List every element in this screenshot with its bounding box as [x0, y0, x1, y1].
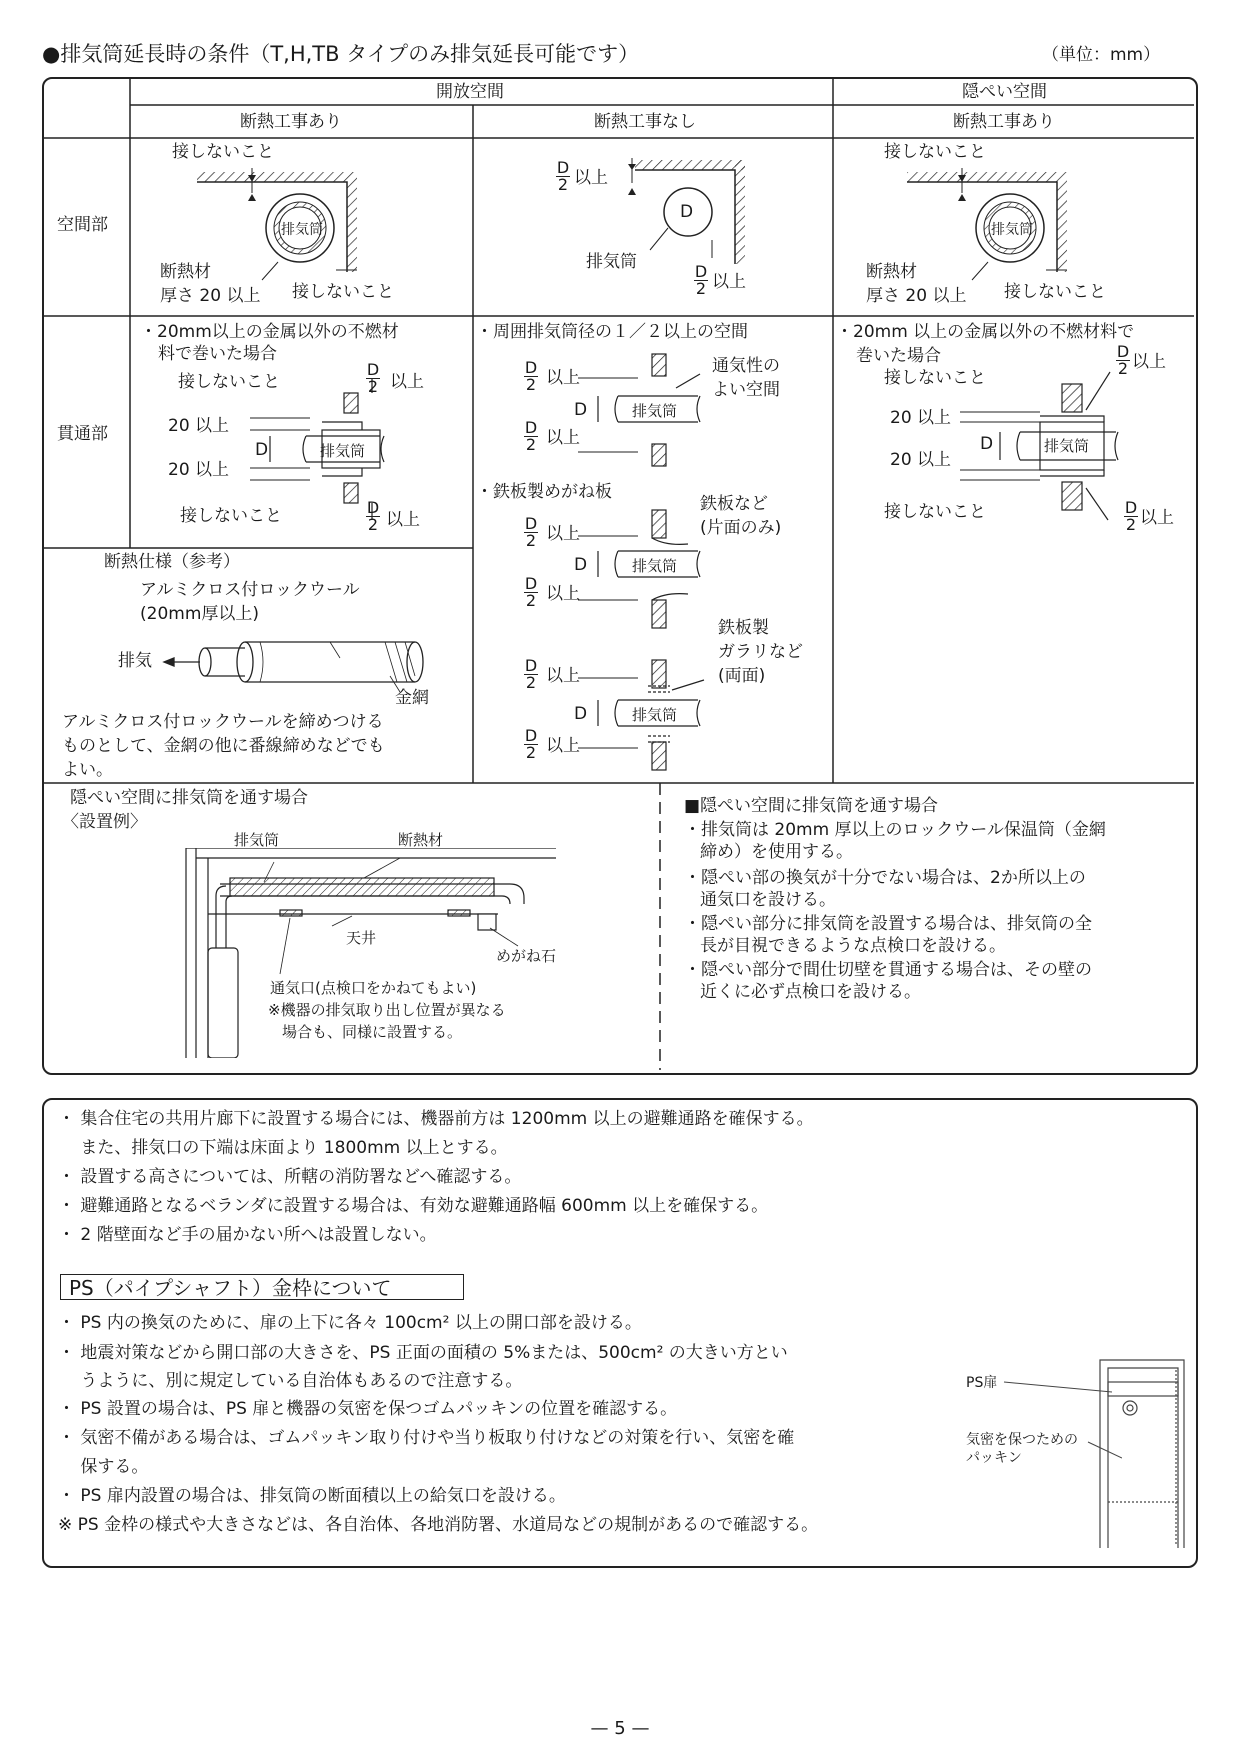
through-col2b-frac-bottom: $\frac{D}{2}$	[524, 574, 538, 610]
through-col2a-frac-top: $\frac{D}{2}$	[524, 358, 538, 394]
through-col2-note: ・周囲排気筒径の１／２以上の空間	[476, 322, 748, 342]
space-col3-insul-label: 断熱材	[866, 262, 917, 282]
through-col1-no-contact-top: 接しないこと	[178, 372, 280, 392]
insul-spec-exhaust: 排気	[118, 651, 152, 671]
through-col1-over-bottom: 以上	[386, 510, 420, 530]
space-col2-frac-bottom: $\frac{D}{2}$	[694, 262, 708, 298]
through-col1-no-contact-bottom: 接しないこと	[180, 506, 282, 526]
ps-line-8: ※ PS 金枠の様式や大きさなどは、各自治体、各地消防署、水道局などの規制があるので確認する。	[58, 1515, 819, 1535]
through-col2a-vent2: よい空間	[712, 380, 780, 400]
space-col2-d-label: D	[680, 202, 694, 222]
hidden-notes-1a: ・排気筒は 20mm 厚以上のロックウール保温筒（金網	[684, 820, 1106, 840]
through-col2c-grill2: ガラリなど	[718, 642, 803, 662]
general-note-2: ・ 設置する高さについては、所轄の消防署などへ確認する。	[58, 1167, 522, 1187]
ps-line-4: ・ PS 設置の場合は、PS 扉と機器の気密を保つゴムパッキンの位置を確認する。	[58, 1399, 678, 1419]
insul-spec-desc1: アルミクロス付ロックウールを締めつける	[62, 712, 384, 732]
hidden-example-vent3: 場合も、同様に設置する。	[282, 1023, 463, 1041]
space-col2-frac-top: $\frac{D}{2}$	[556, 158, 570, 194]
insul-spec-label2: (20mm厚以上)	[140, 604, 260, 624]
space-col1-no-contact-top: 接しないこと	[172, 142, 274, 162]
hidden-example-megane: めがね石	[496, 947, 557, 965]
through-col3-frac-bottom: $\frac{D}{2}$	[1124, 498, 1138, 534]
space-col2-pipe-label: 排気筒	[586, 252, 637, 272]
through-col2c-over-bottom: 以上	[546, 736, 580, 756]
hidden-notes-3a: ・隠ぺい部分に排気筒を設置する場合は、排気筒の全	[684, 914, 1092, 934]
hidden-notes-2b: 通気口を設ける。	[700, 890, 836, 910]
space-col1-insul-label: 断熱材	[160, 262, 211, 282]
space-col3-thickness: 厚さ 20 以上	[866, 286, 967, 306]
through-col2a-pipe: 排気筒	[632, 402, 678, 420]
hidden-example-vent2: ※機器の排気取り出し位置が異なる	[268, 1001, 506, 1019]
through-col1-note2: 料で巻いた場合	[158, 344, 277, 364]
insul-spec-label1: アルミクロス付ロックウール	[140, 580, 360, 600]
insul-spec-wire: 金網	[395, 688, 429, 708]
insul-spec-desc3: よい。	[62, 760, 113, 780]
ps-door-label: PS扉	[966, 1375, 998, 1391]
through-col3-note2: 巻いた場合	[856, 346, 941, 366]
through-col2b-plate1: 鉄板など	[700, 494, 768, 514]
subheader-insul-yes: 断熱工事あり	[240, 112, 342, 132]
header-open-space: 開放空間	[436, 82, 504, 102]
through-col2a-over-top: 以上	[546, 368, 580, 388]
hidden-notes-1b: 締め）を使用する。	[700, 842, 853, 862]
through-col2a-d: D	[574, 400, 588, 420]
through-col2c-frac-bottom: $\frac{D}{2}$	[524, 726, 538, 762]
ps-packing-label-2: パッキン	[966, 1450, 1022, 1466]
subheader-hidden-insul-yes: 断熱工事あり	[953, 112, 1055, 132]
space-col1-no-contact-bottom: 接しないこと	[292, 282, 394, 302]
ps-line-1: ・ PS 内の換気のために、扉の上下に各々 100cm² 以上の開口部を設ける。	[58, 1313, 642, 1333]
through-col1-d: D	[255, 440, 269, 460]
page-title: ●排気筒延長時の条件（T,H,TB タイプのみ排気延長可能です）	[42, 42, 640, 66]
hidden-example-label: 〈設置例〉	[62, 812, 147, 832]
general-note-1: また、排気口の下端は床面より 1800mm 以上とする。	[58, 1138, 508, 1158]
hidden-notes-4b: 近くに必ず点検口を設ける。	[700, 982, 921, 1002]
header-hidden-space: 隠ぺい空間	[962, 82, 1047, 102]
through-col2-note-b: ・鉄板製めがね板	[476, 482, 612, 502]
through-col2b-pipe: 排気筒	[632, 557, 678, 575]
through-col3-no-contact-top: 接しないこと	[884, 368, 986, 388]
subheader-insul-no: 断熱工事なし	[594, 112, 696, 132]
ps-line-5: ・ 気密不備がある場合は、ゴムパッキン取り付けや当り板取り付けなどの対策を行い、気密を確	[58, 1428, 795, 1448]
ps-line-7: ・ PS 扉内設置の場合は、排気筒の断面積以上の給気口を設ける。	[58, 1486, 566, 1506]
through-col2c-grill3: (両面)	[718, 666, 766, 686]
space-col1-thickness: 厚さ 20 以上	[160, 286, 261, 306]
space-col3-no-contact-top: 接しないこと	[884, 142, 986, 162]
through-col2b-frac-top: $\frac{D}{2}$	[524, 514, 538, 550]
insul-spec-desc2: ものとして、金網の他に番線締めなどでも	[62, 736, 385, 756]
through-col3-pipe: 排気筒	[1044, 437, 1090, 455]
through-col2c-over-top: 以上	[546, 666, 580, 686]
through-col1-frac-top: $\frac{D}{2}$	[366, 360, 380, 396]
row-label-through: 貫通部	[57, 424, 108, 444]
through-col3-20-bottom: 20 以上	[890, 450, 952, 470]
through-col2b-d: D	[574, 555, 588, 575]
through-col2a-vent1: 通気性の	[712, 356, 780, 376]
ps-section-title: PS（パイプシャフト）金枠について	[60, 1274, 464, 1300]
hidden-example-pipe-label: 排気筒	[234, 831, 280, 849]
row-label-space: 空間部	[57, 215, 108, 235]
through-col2b-over-bottom: 以上	[546, 584, 580, 604]
through-col2c-grill1: 鉄板製	[718, 618, 769, 638]
through-col1-note1: ・20mm以上の金属以外の不燃材	[140, 322, 399, 342]
through-col1-frac-bottom: $\frac{D}{2}$	[366, 498, 380, 534]
through-col3-frac-top: $\frac{D}{2}$	[1116, 342, 1130, 378]
space-col3-no-contact-bottom: 接しないこと	[1004, 282, 1106, 302]
insul-spec-diagram	[150, 618, 430, 698]
through-col1-20-bottom: 20 以上	[168, 460, 230, 480]
through-col2a-over-bottom: 以上	[546, 428, 580, 448]
hidden-notes-2a: ・隠ぺい部の換気が十分でない場合は、2か所以上の	[684, 868, 1086, 888]
hidden-example-vent1: 通気口(点検口をかねてもよい)	[270, 979, 477, 997]
hidden-notes-4a: ・隠ぺい部分で間仕切壁を貫通する場合は、その壁の	[684, 960, 1092, 980]
insul-spec-title: 断熱仕様（参考）	[104, 552, 240, 572]
through-col2b-plate2: (片面のみ)	[700, 518, 782, 538]
space-col1-pipe-label: 排気筒	[281, 222, 323, 238]
space-col2-over-bottom: 以上	[712, 272, 746, 292]
through-col2b-over-top: 以上	[546, 524, 580, 544]
hidden-notes-title: ■隠ぺい空間に排気筒を通す場合	[684, 796, 939, 816]
hidden-example-insul-label: 断熱材	[398, 831, 444, 849]
through-col2c-d: D	[574, 704, 588, 724]
ps-line-3: うように、別に規定している自治体もあるので注意する。	[58, 1371, 523, 1391]
page-number: — 5 —	[590, 1718, 650, 1739]
through-col3-over-bottom: 以上	[1140, 508, 1174, 528]
through-col2c-frac-top: $\frac{D}{2}$	[524, 656, 538, 692]
space-col3-pipe-label: 排気筒	[991, 222, 1033, 238]
general-note-0: ・ 集合住宅の共用片廊下に設置する場合には、機器前方は 1200mm 以上の避難通路を確保する。	[58, 1109, 814, 1129]
through-col3-20-top: 20 以上	[890, 408, 952, 428]
space-col2-over-top: 以上	[574, 168, 608, 188]
general-note-4: ・ 2 階壁面など手の届かない所へは設置しない。	[58, 1225, 437, 1245]
through-col1-20-top: 20 以上	[168, 416, 230, 436]
through-col3-d: D	[980, 434, 994, 454]
general-note-3: ・ 避難通路となるベランダに設置する場合は、有効な避難通路幅 600mm 以上を確保する。	[58, 1196, 769, 1216]
through-col2a-frac-bottom: $\frac{D}{2}$	[524, 418, 538, 454]
through-col2c-pipe: 排気筒	[632, 706, 678, 724]
through-col3-no-contact-bottom: 接しないこと	[884, 502, 986, 522]
ps-line-6: 保する。	[58, 1457, 149, 1477]
through-col1-pipe: 排気筒	[320, 442, 366, 460]
through-col1-over-top: 以上	[390, 372, 424, 392]
hidden-example-ceiling: 天井	[346, 929, 377, 947]
through-col3-note1: ・20mm 以上の金属以外の不燃材料で	[836, 322, 1135, 342]
unit-label: （単位：mm）	[1042, 45, 1161, 65]
through-col3-over-top: 以上	[1132, 352, 1166, 372]
hidden-example-title: 隠ぺい空間に排気筒を通す場合	[70, 788, 308, 808]
ps-packing-label-1: 気密を保つための	[966, 1432, 1078, 1448]
hidden-notes-3b: 長が目視できるような点検口を設ける。	[700, 936, 1006, 956]
ps-line-2: ・ 地震対策などから開口部の大きさを、PS 正面の面積の 5%または、500cm² の大きい方とい	[58, 1343, 788, 1363]
